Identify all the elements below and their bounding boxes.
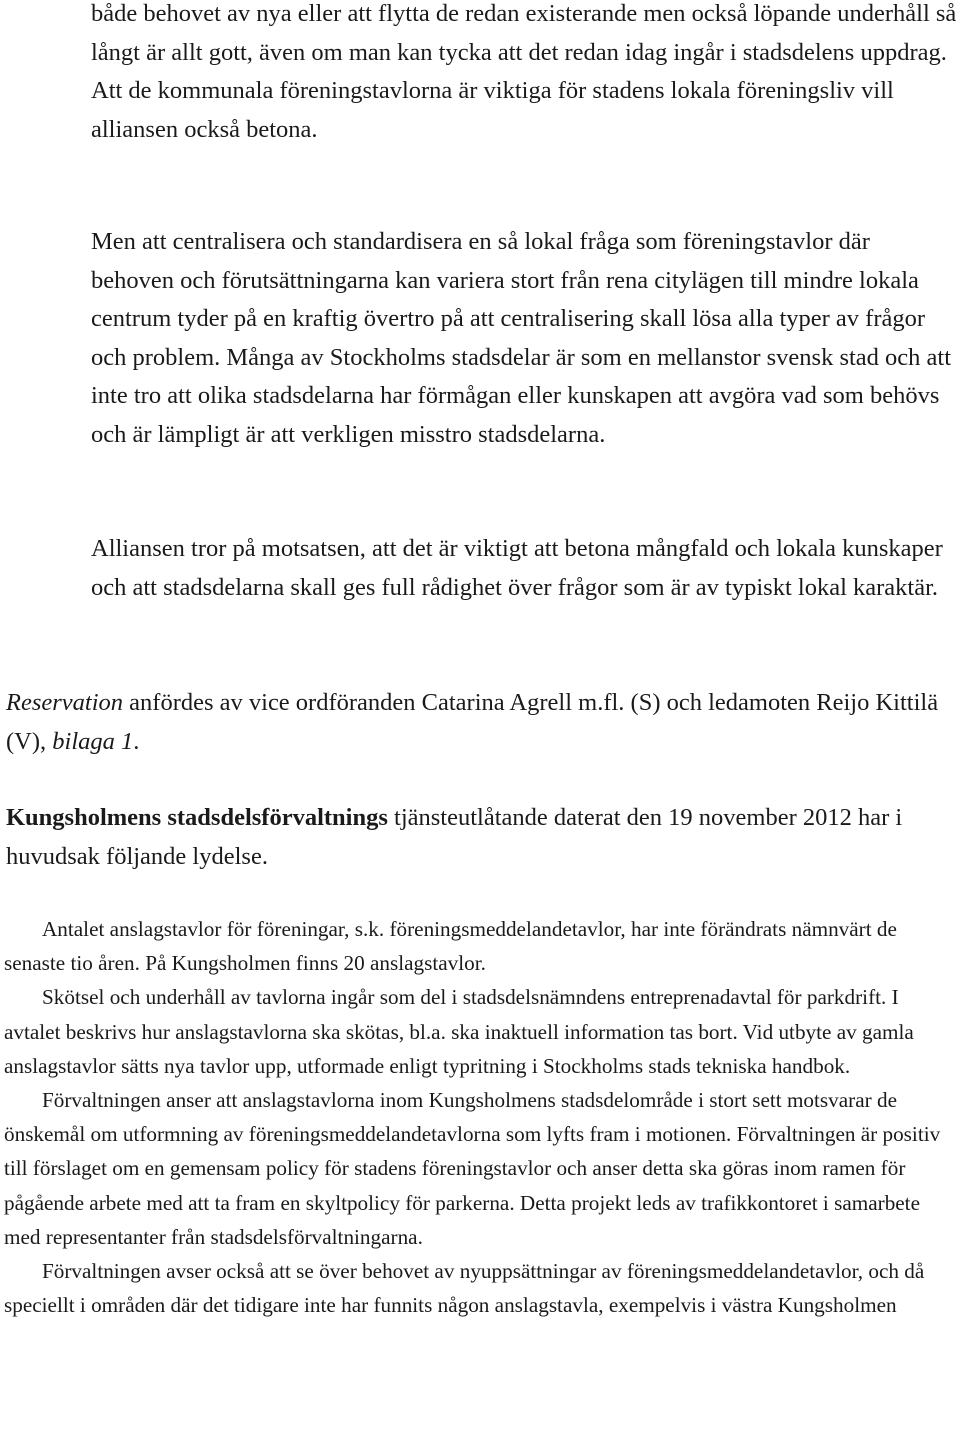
centralisera-paragraph: Men att centralisera och standardisera en så lokal fråga som föreningstavlor där behoven och förutsättningarna kan variera stort från rena citylägen till mindre lokala centrum tyder på en kraftig övertro på att centralisering skall lösa alla typer av frågor och problem. Många av Stockholms stadsdelar är som en mellanstor svensk stad och att inte tro att olika stadsdelarna har förmågan eller kunskapen att avgöra vad som behövs och är lämpligt är att verkligen misstro stadsdelarna. — [91, 228, 952, 448]
reservation-lead: Reservation — [6, 689, 124, 716]
quote-paragraph-4: Förvaltningen avser också att se över behovet av nyuppsättningar av föreningsmeddelandetavlor, och då speciellt i områden där det tidigare inte har funnits någon anslagstavla, exempelvis i västra Kungsholmen — [4, 1259, 925, 1318]
quote-paragraph-2: Skötsel och underhåll av tavlorna ingår som del i stadsdelsnämndens entreprenadavtal för parkdrift. I avtalet beskrivs hur anslagstavlorna ska skötas, bl.a. ska inaktuell information tas bort. Vid utbyte av gamla anslagstavlor sätts nya tavlor upp, utformade enligt typritning i Stockholms stads tekniska handbok. — [4, 985, 914, 1078]
reservation-paragraph — [6, 683, 956, 761]
forvaltning-section — [6, 798, 956, 876]
forvaltning-paragraph — [6, 798, 956, 876]
centralisera-section — [91, 223, 957, 454]
intro-section — [91, 0, 957, 149]
reservation-attachment: bilaga 1 — [52, 728, 134, 755]
quote-paragraph-3: Förvaltningen anser att anslagstavlorna inom Kungsholmens stadsdelområde i stort sett motsvarar de önskemål om utformning av föreningsmeddelandetavlorna som lyfts fram i motionen. Förvaltningen är positiv till förslaget om en gemensam policy för stadens föreningstavlor och anser detta ska göras inom ramen för pågående arbete med att ta fram en skyltpolicy för parkerna. Detta projekt leds av trafikkontoret i samarbete med representanter från stadsdelsförvaltningarna. — [4, 1088, 941, 1249]
intro-paragraph: både behovet av nya eller att flytta de redan existerande men också löpande underhåll så långt är allt gott, även om man kan tycka att det redan idag ingår i stadsdelens uppdrag. Att de kommunala föreningstavlorna är viktiga för stadens lokala föreningsliv vill alliansen också betona. — [91, 0, 957, 143]
alliansen-paragraph: Alliansen tror på motsatsen, att det är viktigt att betona mångfald och lokala kunskaper och att stadsdelarna skall ges full rådighet över frågor som är av typiskt lokal karaktär. — [91, 535, 943, 601]
forvaltning-rest: tjänsteutlåtande daterat den 19 november 2012 har i huvudsak följande lydelse. — [6, 804, 903, 870]
reservation-middle: anfördes av vice ordföranden Catarina Agrell m.fl. (S) och ledamoten Reijo Kittilä (V), — [6, 689, 939, 755]
quote-paragraph-1: Antalet anslagstavlor för föreningar, s.k. föreningsmeddelandetavlor, har inte förändrats nämnvärt de senaste tio åren. På Kungsholmen finns 20 anslagstavlor. — [4, 917, 897, 976]
reservation-section — [6, 683, 956, 761]
alliansen-section — [91, 530, 957, 607]
forvaltning-name: Kungsholmens stadsdelsförvaltnings — [6, 804, 388, 831]
quoted-statement — [4, 912, 958, 1322]
reservation-end: . — [133, 728, 140, 755]
